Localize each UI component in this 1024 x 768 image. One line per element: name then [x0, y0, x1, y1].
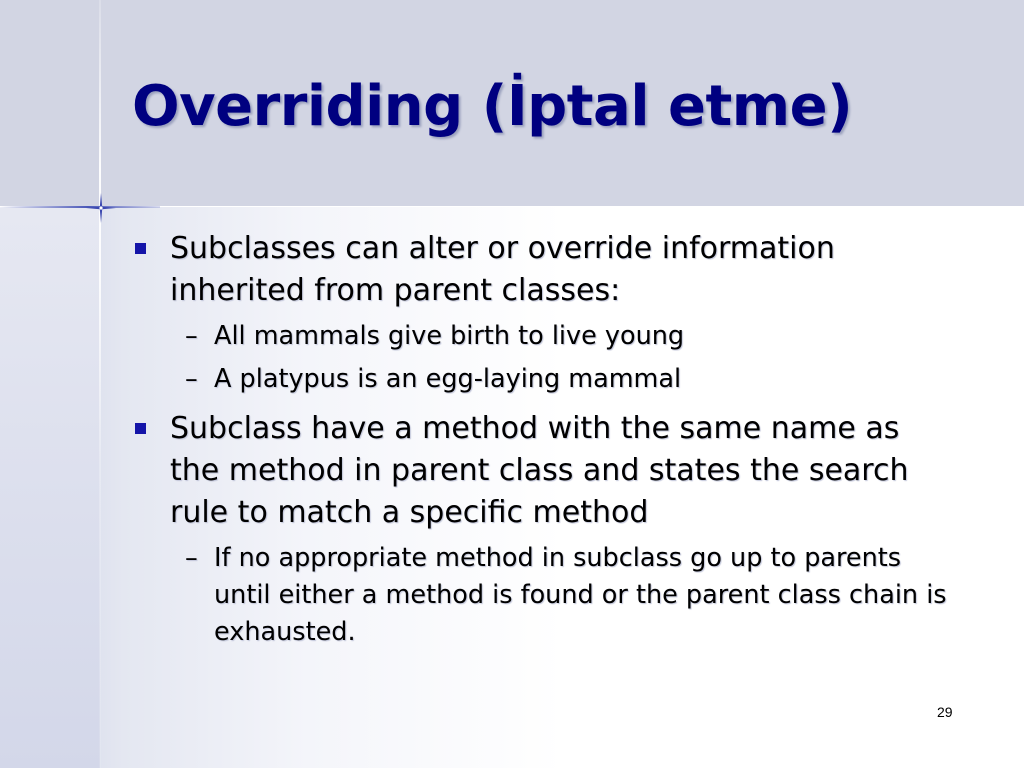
bullet-item	[128, 408, 948, 534]
left-panel	[0, 207, 100, 768]
vertical-accent-line	[99, 0, 101, 768]
sub-bullet-item	[128, 540, 948, 651]
bullet-text: Subclass have a method with the same name as the method in parent class and states the search rule to match a specific method	[170, 411, 909, 530]
sub-bullet-item	[128, 318, 948, 355]
bullet-item	[128, 228, 948, 312]
square-bullet-icon	[135, 243, 146, 254]
bullet-text: Subclasses can alter or override information inherited from parent classes:	[170, 231, 835, 308]
dash-marker: –	[185, 321, 198, 351]
page-number: 29	[937, 704, 953, 720]
dash-marker: –	[185, 543, 198, 573]
sub-bullet-text: All mammals give birth to live young	[214, 321, 685, 351]
slide-title: Overriding (İptal etme)	[132, 74, 853, 139]
dash-marker: –	[185, 364, 198, 394]
sparkle-icon	[86, 193, 116, 223]
sub-bullet-text: If no appropriate method in subclass go up to parents until either a method is found or the parent class chain is exhausted.	[214, 543, 947, 647]
horizontal-accent-line	[0, 206, 160, 208]
sub-bullet-text: A platypus is an egg-laying mammal	[214, 364, 682, 394]
slide-body	[128, 228, 948, 651]
sub-bullet-item	[128, 361, 948, 398]
square-bullet-icon	[135, 423, 146, 434]
